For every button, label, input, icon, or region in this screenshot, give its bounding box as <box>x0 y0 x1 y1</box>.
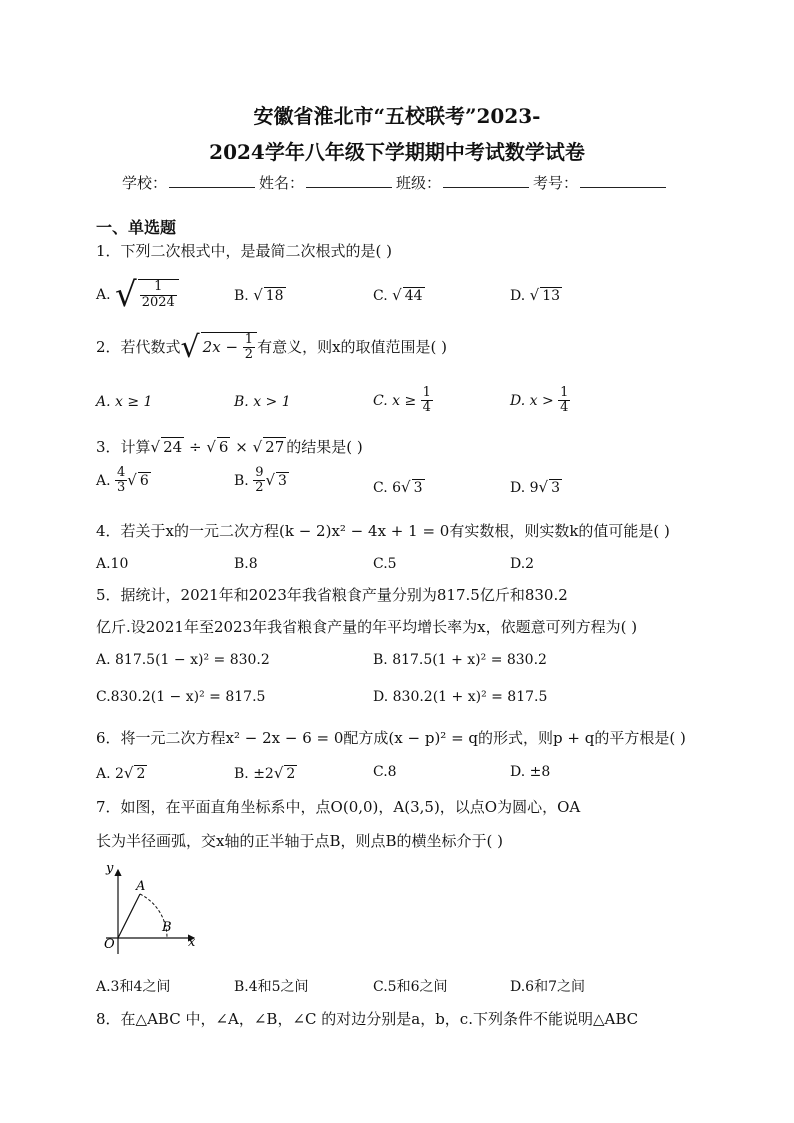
fig-label-x: x <box>188 935 196 950</box>
q1-option-a[interactable]: A. √ $\frac{1}{2024}$ <box>96 278 179 312</box>
q2-option-d[interactable]: D. x > $\frac{1}{4}$ <box>510 385 569 416</box>
q6-option-a[interactable]: A. 2√ 2 <box>96 764 146 782</box>
q5-stem-line-1: 5．据统计，2021年和2023年我省粮食产量分别为817.5亿斤和830.2 <box>96 586 568 604</box>
q4-option-c[interactable]: C.5 <box>373 556 397 572</box>
q6-option-c[interactable]: C.8 <box>373 764 397 780</box>
segment-oa <box>118 894 140 938</box>
q1-option-c[interactable]: C. √ 44 <box>373 286 423 304</box>
exam-no-label: 考号： <box>533 174 579 192</box>
q5-option-a[interactable]: A. 817.5(1 − x)² = 830.2 <box>96 652 270 668</box>
class-label: 班级： <box>396 174 442 192</box>
fig-label-a: A <box>136 879 146 894</box>
q4-option-b[interactable]: B.8 <box>234 556 258 572</box>
name-label: 姓名： <box>259 174 305 192</box>
q3-option-a[interactable]: A. $\frac{4}{3}$ √ 6 <box>96 465 149 496</box>
q2-option-a[interactable]: A. x ≥ 1 <box>96 394 153 410</box>
fig-label-o: O <box>104 937 115 952</box>
class-blank[interactable] <box>443 172 529 188</box>
q3-stem: 3．计算√ 24 ÷ √ 6 × √ 27 的结果是( ) <box>96 438 363 456</box>
q7-coordinate-figure <box>96 858 206 958</box>
radical-sign: √ <box>115 275 137 315</box>
q4-option-a[interactable]: A.10 <box>96 556 129 572</box>
q6-option-d[interactable]: D. ±8 <box>510 764 551 780</box>
q3-option-c[interactable]: C. 6√ 3 <box>373 478 423 496</box>
q5-option-b[interactable]: B. 817.5(1 + x)² = 830.2 <box>373 652 547 668</box>
q7-option-a[interactable]: A.3和4之间 <box>96 979 171 995</box>
section-heading: 一、单选题 <box>96 218 177 237</box>
q7-stem-line-1: 7．如图，在平面直角坐标系中，点O(0,0)，A(3,5)，以点O为圆心，OA <box>96 798 581 816</box>
q7-option-d[interactable]: D.6和7之间 <box>510 979 585 995</box>
q5-option-c[interactable]: C.830.2(1 − x)² = 817.5 <box>96 689 266 705</box>
q7-stem-line-2: 长为半径画弧，交x轴的正半轴于点B，则点B的横坐标介于( ) <box>96 832 503 850</box>
q6-option-b[interactable]: B. ±2√ 2 <box>234 764 296 782</box>
school-label: 学校： <box>122 174 168 192</box>
exam-no-blank[interactable] <box>580 172 666 188</box>
q2-option-b[interactable]: B. x > 1 <box>234 394 291 410</box>
title-line-1: 安徽省淮北市“五校联考”2023- <box>253 104 541 128</box>
title-line-2: 2024学年八年级下学期期中考试数学试卷 <box>209 140 585 164</box>
q2-stem: 2．若代数式√ 2x − $\frac{1}{2}$ 有意义，则x的取值范围是( ) <box>96 329 448 365</box>
q8-stem: 8．在△ABC 中，∠A，∠B，∠C 的对边分别是a，b，c.下列条件不能说明△ABC <box>96 1010 639 1028</box>
name-blank[interactable] <box>306 172 392 188</box>
q1-option-b[interactable]: B. √ 18 <box>234 286 284 304</box>
q1-stem: 1．下列二次根式中，是最简二次根式的是( ) <box>96 242 393 260</box>
fig-label-b: B <box>162 920 172 935</box>
q6-stem: 6．将一元二次方程x² − 2x − 6 = 0配方成(x − p)² = q的形式，则p + q的平方根是( ) <box>96 729 686 747</box>
student-info <box>122 172 670 193</box>
fig-label-y: y <box>106 861 114 876</box>
q3-option-b[interactable]: B. $\frac{9}{2}$ √ 3 <box>234 465 287 496</box>
q2-option-c[interactable]: C. x ≥ $\frac{1}{4}$ <box>373 385 431 416</box>
q5-option-d[interactable]: D. 830.2(1 + x)² = 817.5 <box>373 689 548 705</box>
q7-option-b[interactable]: B.4和5之间 <box>234 979 309 995</box>
q1-option-d[interactable]: D. √ 13 <box>510 286 561 304</box>
q4-stem: 4．若关于x的一元二次方程(k − 2)x² − 4x + 1 = 0有实数根，则实数k的值可能是( ) <box>96 522 670 540</box>
q7-option-c[interactable]: C.5和6之间 <box>373 979 448 995</box>
q5-stem-line-2: 亿斤.设2021年至2023年我省粮食产量的年平均增长率为x，依题意可列方程为( ) <box>96 618 638 636</box>
q4-option-d[interactable]: D.2 <box>510 556 535 572</box>
q3-option-d[interactable]: D. 9√ 3 <box>510 478 561 496</box>
school-blank[interactable] <box>169 172 255 188</box>
